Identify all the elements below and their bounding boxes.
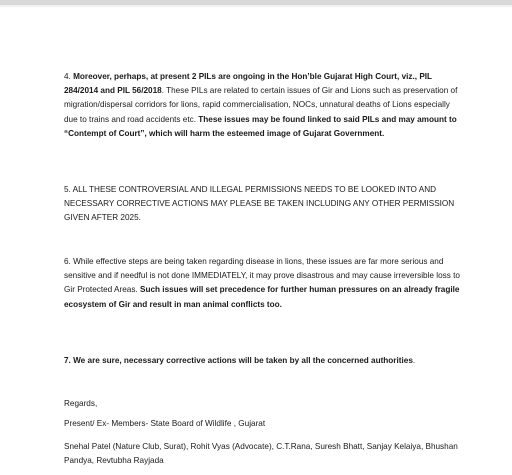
members-line: Present/ Ex- Members- State Board of Wildlife , Gujarat <box>64 419 266 428</box>
paragraph-7-period: . <box>412 356 416 365</box>
paragraph-4-number: 4. <box>64 72 74 81</box>
paragraph-6-bold: Such issues will set precedence for further human pressures on an already fragile ecosystem of Gir and result in man animal conflicts too. <box>64 285 460 309</box>
regards-line: Regards, <box>64 399 98 408</box>
page-top-shadow <box>0 5 512 7</box>
signatories-list: Snehal Patel (Nature Club, Surat), Rohit Vyas (Advocate), C.T.Rana, Suresh Bhatt, Sanjay Kelaiya, Bhushan Pandya, Revtubha Rayjada <box>64 442 458 466</box>
paragraph-4 <box>64 70 464 141</box>
paragraph-6 <box>64 255 464 312</box>
paragraph-5: 5. ALL THESE CONTROVERSIAL AND ILLEGAL PERMISSIONS NEEDS TO BE LOOKED INTO AND NECESSARY CORRECTIVE ACTIONS MAY PLEASE BE TAKEN INCLUDING ANY OTHER PERMISSION GIVEN AFTER 2025. <box>64 185 455 223</box>
paragraph-7 <box>64 354 464 368</box>
paragraph-4-text: . These PILs are related to certain issues of Gir and Lions such as preservation of migration/dispersal corridors for lions, rapid commercialisation, NOCs, unnatural deaths of Lions especially due to trains and road accidents etc. <box>64 86 458 124</box>
paragraph-4-bold-2: These issues may be found linked to said PILs and may amount to “Contempt of Court”, which will harm the esteemed image of Gujarat Government. <box>64 114 457 138</box>
paragraph-6-text: 6. While effective steps are being taken regarding disease in lions, these issues are far more serious and sensitive and if needful is not done IMMEDIATELY, it may prove disastrous and may cause irreversible loss to Gir Protected Areas. <box>64 257 460 295</box>
paragraph-4-bold-1: Moreover, perhaps, at present 2 PILs are ongoing in the Hon’ble Gujarat High Court, viz., PIL 284/2014 and PIL 56/2018 <box>64 72 432 96</box>
paragraph-7-bold: 7. We are sure, necessary corrective actions will be taken by all the concerned authorities <box>64 356 413 365</box>
